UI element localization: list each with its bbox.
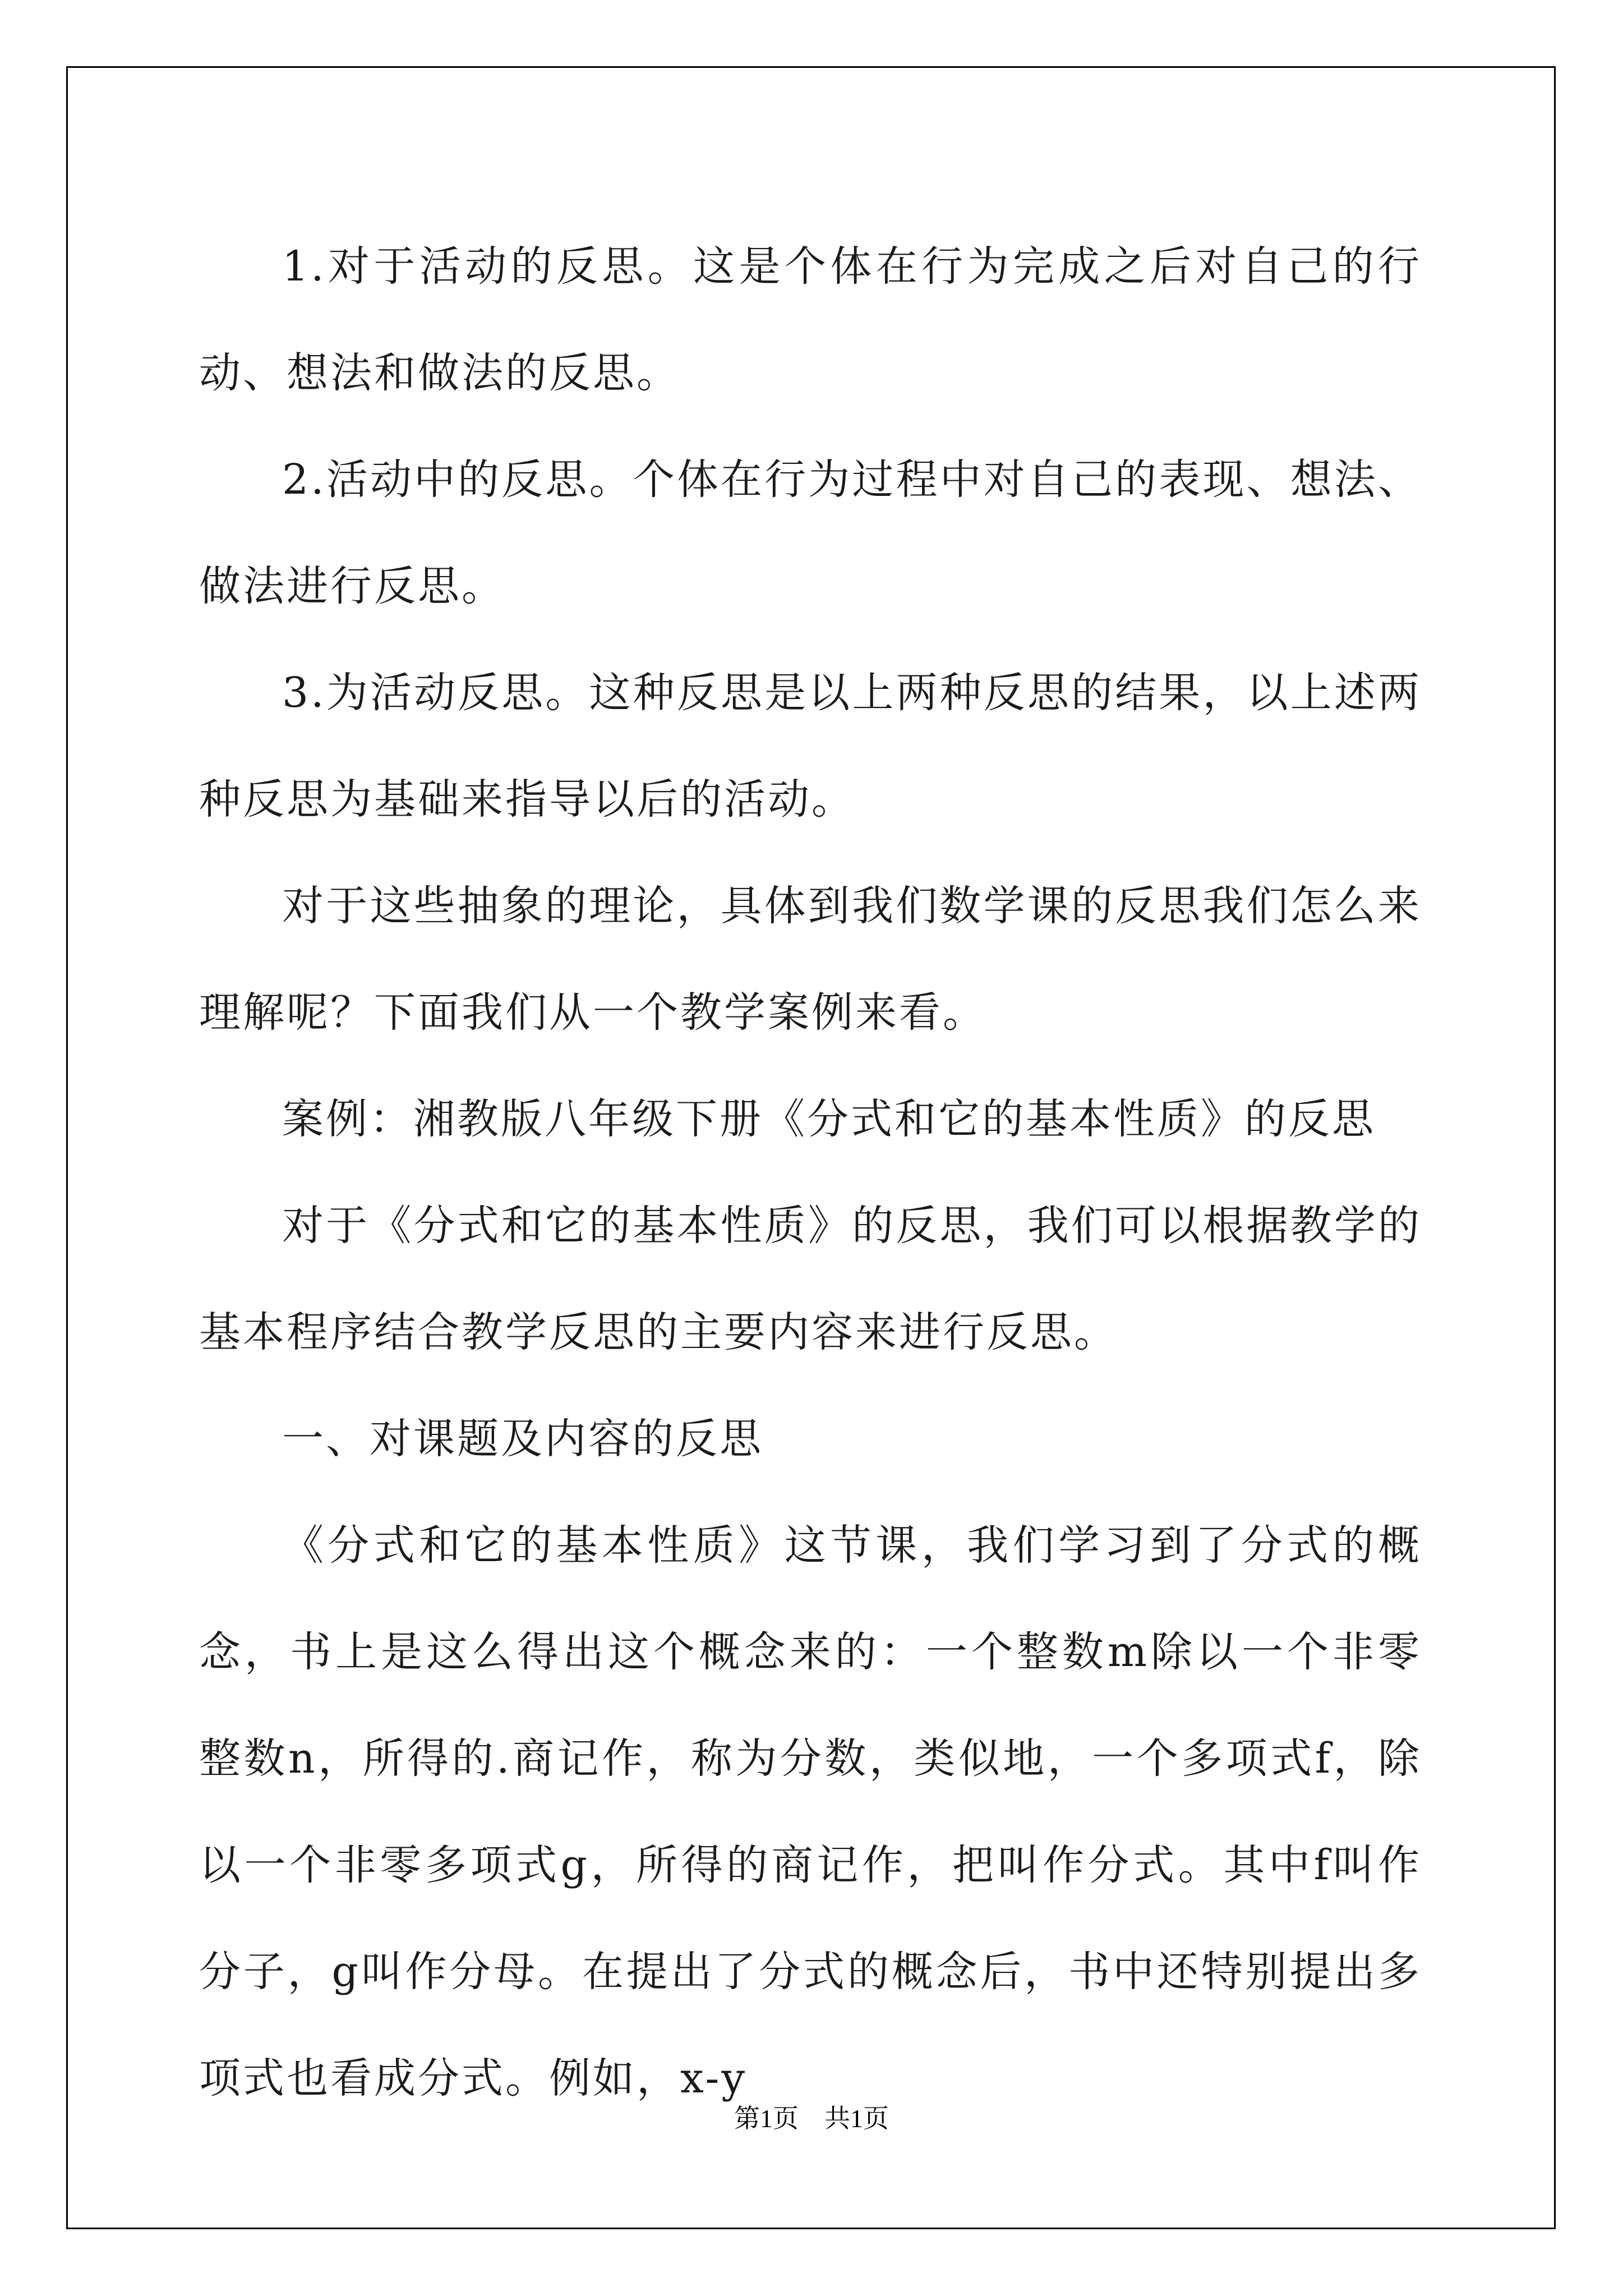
paragraph-6: 对于《分式和它的基本性质》的反思，我们可以根据教学的基本程序结合教学反思的主要内容来进行反思。 bbox=[199, 1202, 1422, 1356]
section-heading: 一、对课题及内容的反思 bbox=[282, 1415, 763, 1463]
document-body bbox=[199, 213, 1422, 2132]
paragraph-5: 案例：湘教版八年级下册《分式和它的基本性质》的反思 bbox=[282, 1095, 1376, 1143]
page-footer: 第1页 共1页 bbox=[734, 2104, 889, 2133]
paragraph-4: 对于这些抽象的理论，具体到我们数学课的反思我们怎么来理解呢？下面我们从一个教学案例来看。 bbox=[199, 882, 1422, 1037]
paragraph-2: 2.活动中的反思。个体在行为过程中对自己的表现、想法、做法进行反思。 bbox=[199, 455, 1422, 610]
paragraph-8: 《分式和它的基本性质》这节课，我们学习到了分式的概念，书上是这么得出这个概念来的：一个整数m除以一个非零整数n，所得的.商记作，称为分数，类似地，一个多项式f，除以一个非零多项式g，所得的商记作，把叫作分式。其中f叫作分子，g叫作分母。在提出了分式的概念后，书中还特别提出多项式也看成分式。例如，x-y bbox=[199, 1521, 1422, 2102]
paragraph-3: 3.为活动反思。这种反思是以上两种反思的结果，以上述两种反思为基础来指导以后的活动。 bbox=[199, 669, 1422, 823]
paragraph-1: 1.对于活动的反思。这是个体在行为完成之后对自己的行动、想法和做法的反思。 bbox=[199, 242, 1422, 397]
